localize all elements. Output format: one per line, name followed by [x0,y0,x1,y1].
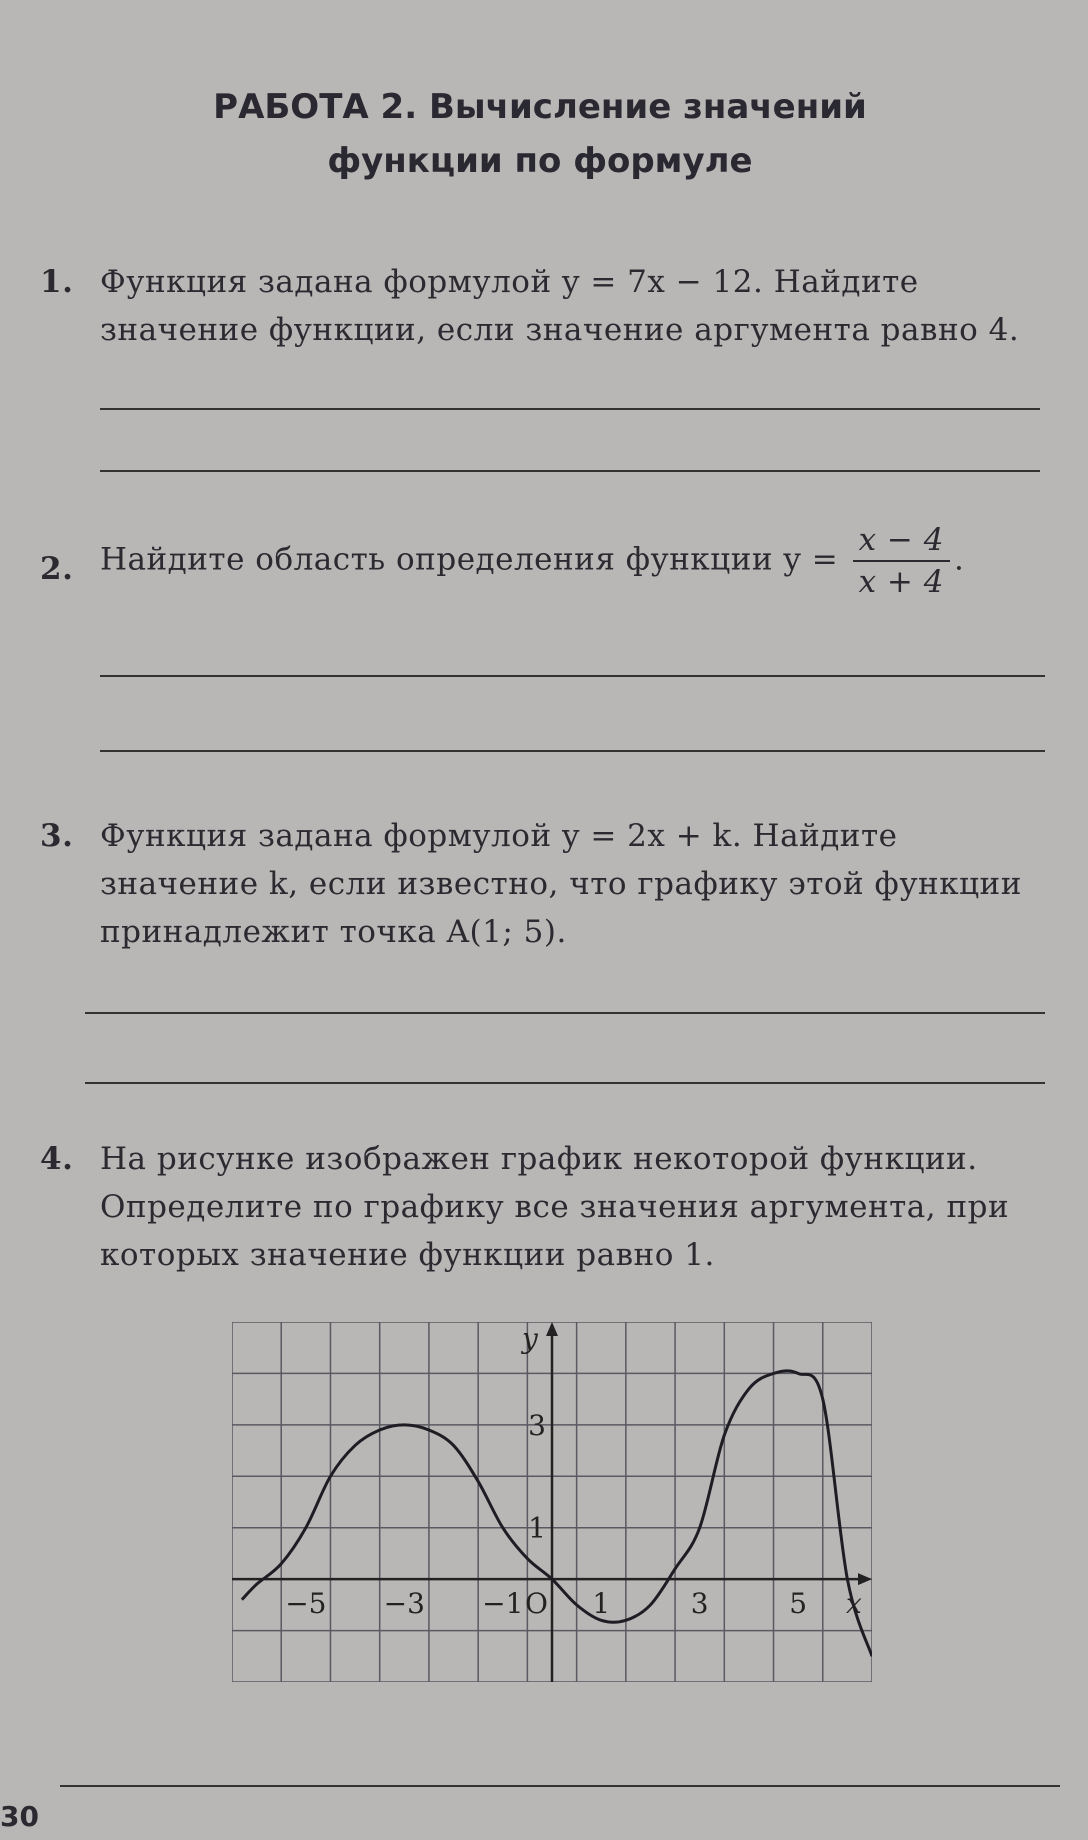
task-2-number: 2. [40,551,74,587]
task-3 [40,812,1050,956]
task-4-text: На рисунке изображен график некоторой функции. Определите по графику все значения аргумента, при которых значение функции равно 1. [100,1141,1010,1273]
y-axis-arrow [546,1322,558,1336]
x-tick-label: −3 [383,1587,425,1621]
answer-line [100,408,1040,410]
origin-label: O [525,1587,548,1621]
page-title: РАБОТА 2. Вычисление значений функции по формуле [213,87,867,181]
task-2-text-after: . [953,541,965,578]
task-1-text: Функция задана формулой y = 7x − 12. Найдите значение функции, если значение аргумента равно 4. [100,264,1020,348]
y-axis-label: y [522,1322,538,1355]
y-tick-label: 1 [528,1511,546,1545]
answer-line [85,1012,1045,1014]
y-tick-label: 3 [528,1408,546,1442]
answer-line [100,675,1045,677]
x-axis-label: x [846,1587,862,1621]
domain-fraction [853,520,950,602]
task-2-text [100,520,1050,602]
task-4 [40,1135,1050,1279]
task-1-number: 1. [40,264,74,300]
task-3-number: 3. [40,818,74,854]
page-number: 30 [0,1800,39,1833]
function-graph [232,1322,872,1682]
task-4-number: 4. [40,1141,74,1177]
task-1 [40,258,1050,354]
x-tick-label: 3 [690,1587,709,1621]
fraction-numerator: x − 4 [853,520,950,562]
task-2-text-before: Найдите область определения функции y = [100,541,849,578]
task-2 [40,520,1050,602]
x-tick-label: 1 [592,1587,611,1621]
x-axis-arrow [858,1573,872,1585]
answer-line [60,1785,1060,1787]
x-tick-label: −1 [482,1587,524,1621]
function-curve [242,1371,872,1656]
answer-line [100,470,1040,472]
answer-line [100,750,1045,752]
x-tick-label: 5 [789,1587,808,1621]
task-3-text: Функция задана формулой y = 2x + k. Найдите значение k, если известно, что графику этой функции принадлежит точка A(1; 5). [100,818,1022,950]
x-tick-label: −5 [285,1587,327,1621]
fraction-denominator: x + 4 [858,564,944,600]
answer-line [85,1082,1045,1084]
